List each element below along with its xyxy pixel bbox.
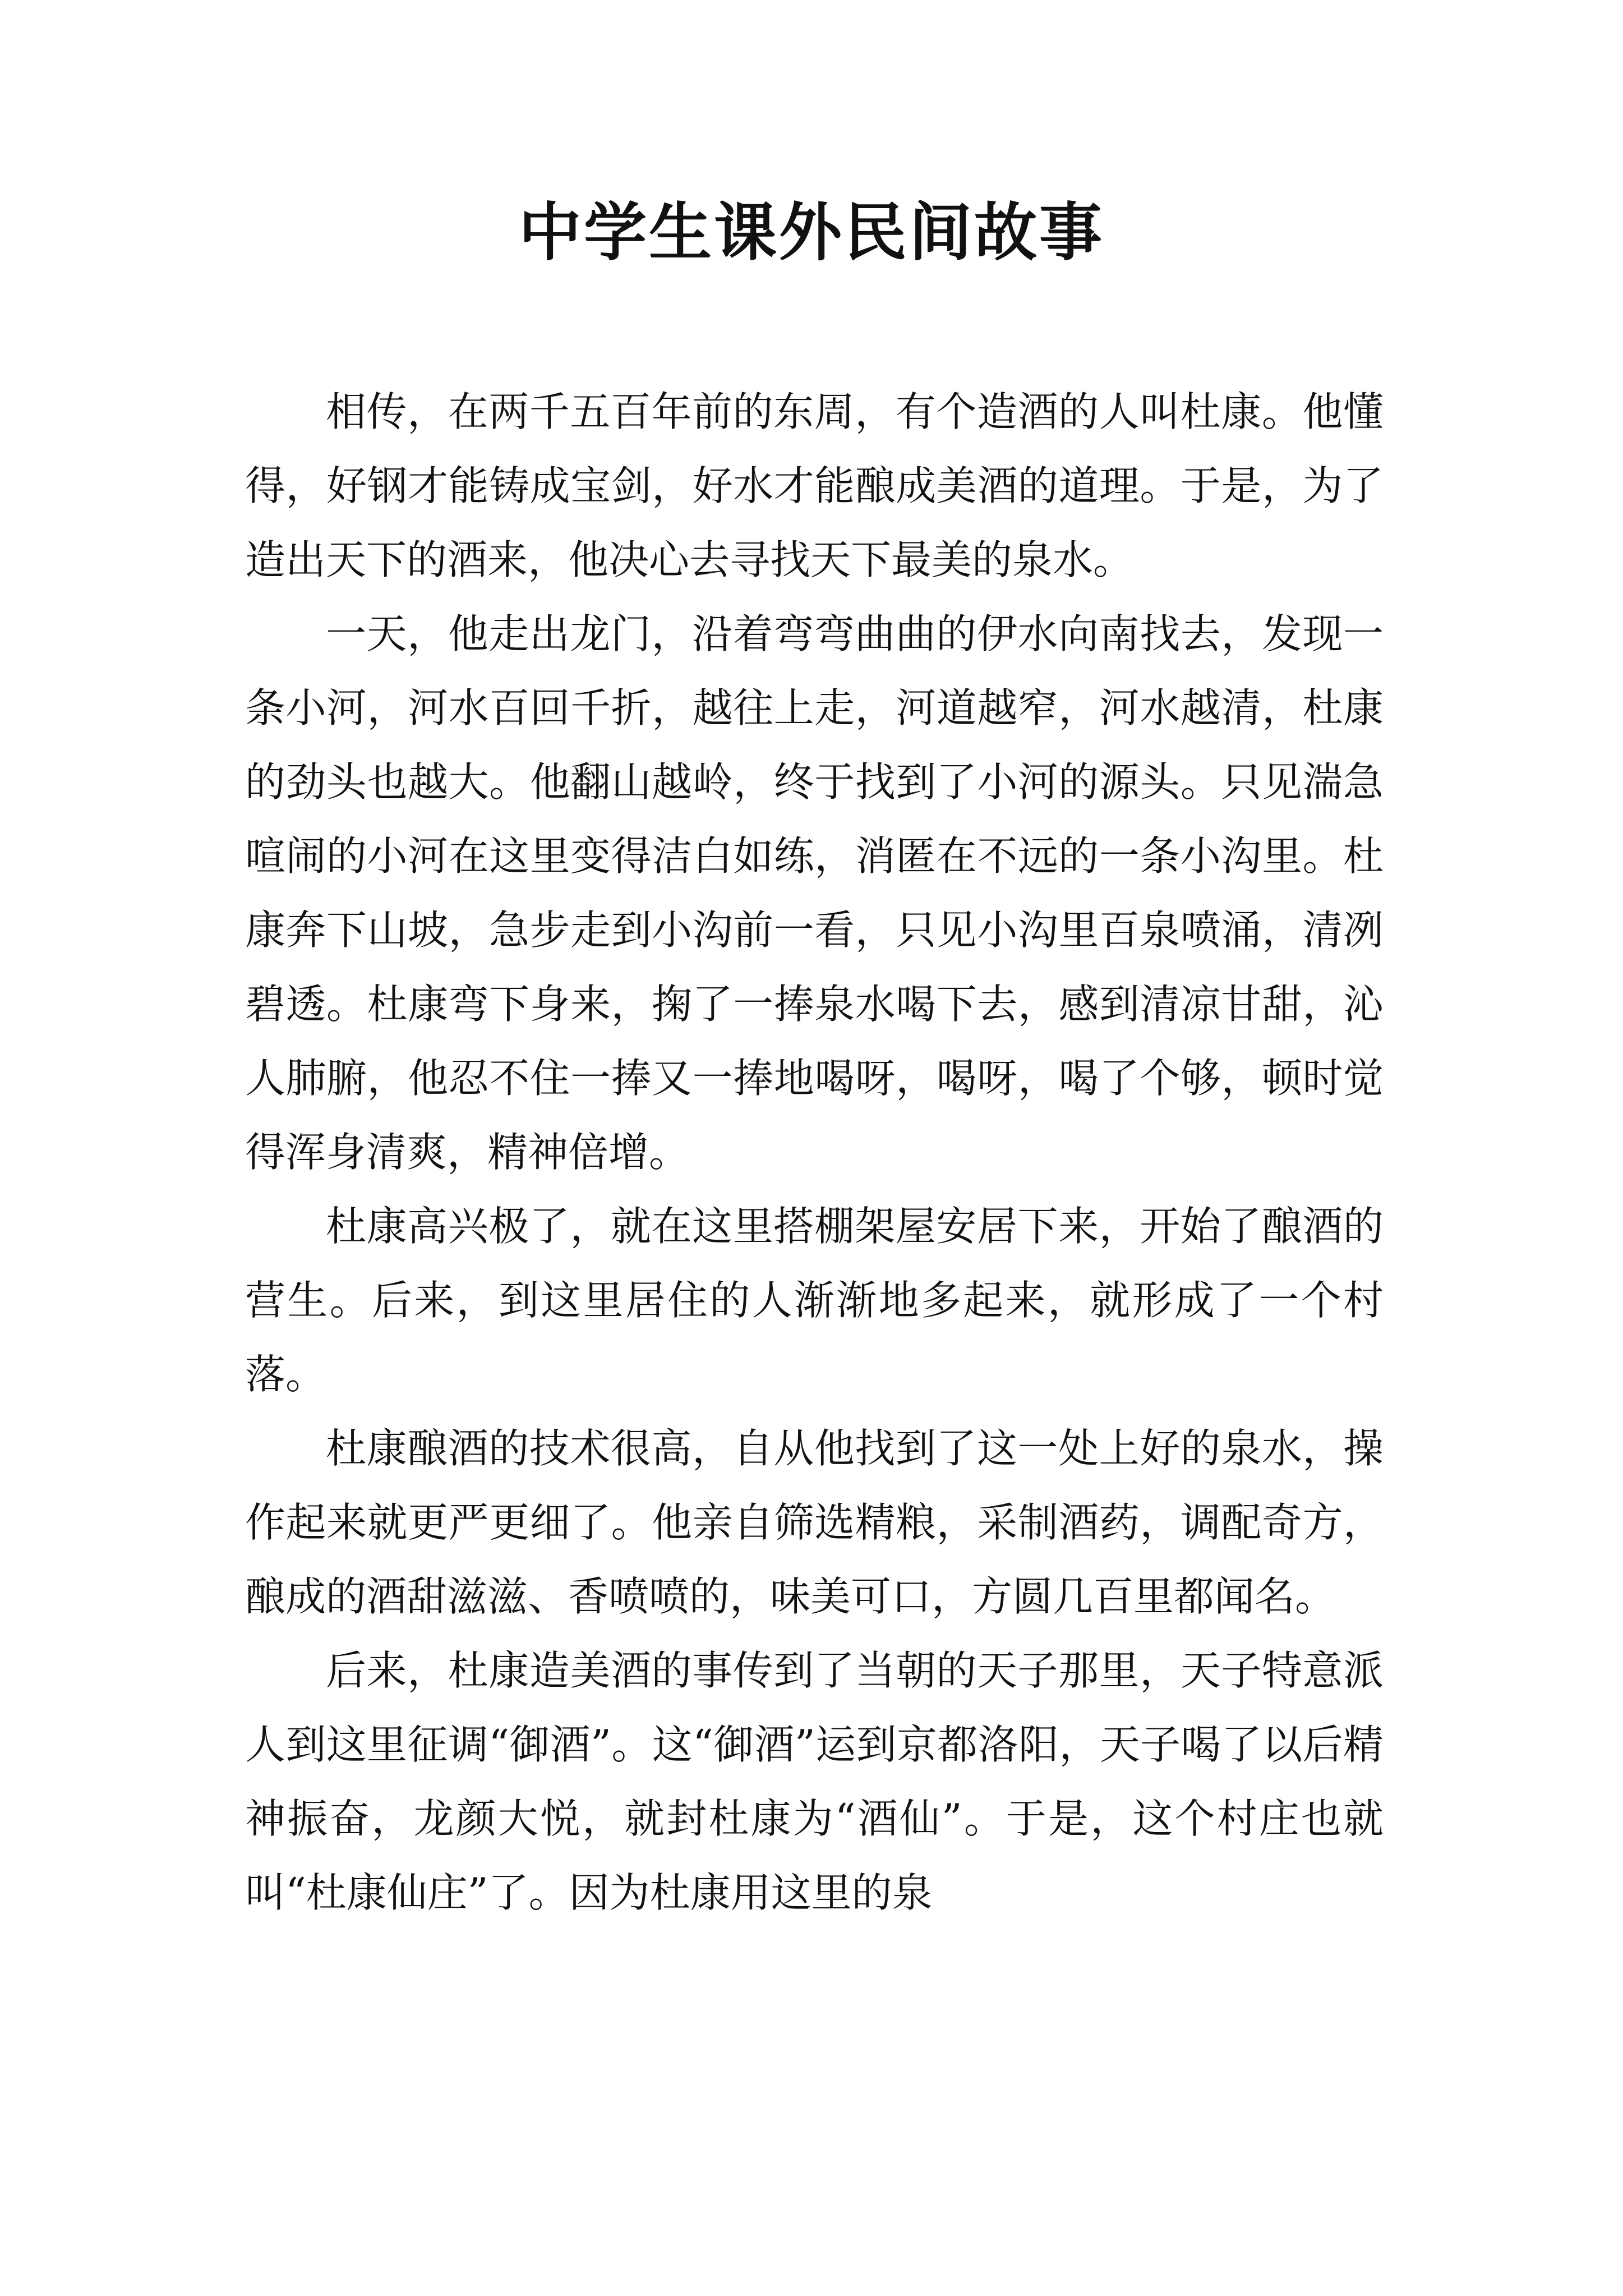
paragraph: 杜康高兴极了，就在这里搭棚架屋安居下来，开始了酿酒的营生。后来，到这里居住的人渐渐地多起来，就形成了一个村落。 bbox=[245, 1203, 1384, 1398]
document-title: 中学生课外民间故事 bbox=[519, 196, 1104, 269]
document-body bbox=[245, 375, 1384, 1930]
paragraph: 相传，在两千五百年前的东周，有个造酒的人叫杜康。他懂得，好钢才能铸成宝剑，好水才能酿成美酒的道理。于是，为了造出天下的酒来，他决心去寻找天下最美的泉水。 bbox=[245, 388, 1384, 583]
paragraph: 一天，他走出龙门，沿着弯弯曲曲的伊水向南找去，发现一条小河，河水百回千折，越往上走，河道越窄，河水越清，杜康的劲头也越大。他翻山越岭，终于找到了小河的源头。只见湍急喧闹的小河在这里变得洁白如练，消匿在不远的一条小沟里。杜康奔下山坡，急步走到小沟前一看，只见小沟里百泉喷涌，清冽碧透。杜康弯下身来，掬了一捧泉水喝下去，感到清凉甘甜，沁人肺腑，他忍不住一捧又一捧地喝呀，喝呀，喝了个够，顿时觉得浑身清爽，精神倍增。 bbox=[245, 610, 1384, 1176]
paragraph: 杜康酿酒的技术很高，自从他找到了这一处上好的泉水，操作起来就更严更细了。他亲自筛选精粮，采制酒药，调配奇方，酿成的酒甜滋滋、香喷喷的，味美可口，方圆几百里都闻名。 bbox=[245, 1425, 1384, 1620]
paragraph: 后来，杜康造美酒的事传到了当朝的天子那里，天子特意派人到这里征调“御酒”。这“御酒”运到京都洛阳，天子喝了以后精神振奋，龙颜大悦，就封杜康为“酒仙”。于是，这个村庄也就叫“杜康仙庄”了。因为杜康用这里的泉 bbox=[245, 1647, 1384, 1916]
